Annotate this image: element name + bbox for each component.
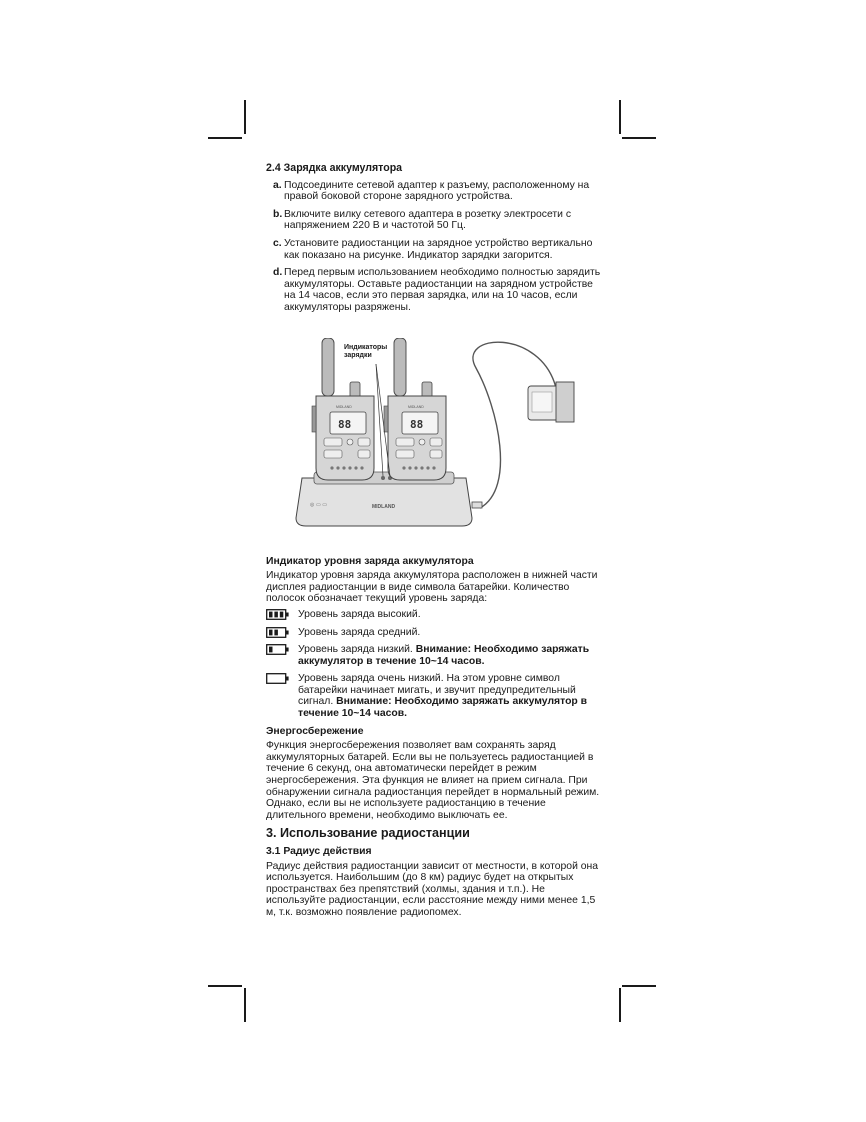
radio-left-brand: MIDLAND [336, 404, 352, 409]
charger-base [296, 472, 472, 526]
step-letter: a. [273, 179, 282, 191]
crop-mark-bottom-left-v [244, 988, 246, 1022]
battery-medium-icon [266, 627, 290, 638]
battery-level-item [266, 644, 606, 667]
battery-level-text: Уровень заряда высокий. [298, 608, 421, 620]
battery-level-warning: Внимание: Необходимо заряжать аккумулятор в течение 10~14 часов. [298, 644, 590, 667]
step-text: Установите радиостанции на зарядное устройство вертикально как показано на рисунке. Индикатор зарядки загорится. [284, 237, 593, 261]
cable-plug [472, 502, 482, 508]
step-text: Подсоедините сетевой адаптер к разъему, расположенному на правой боковой стороне зарядного устройства. [284, 179, 590, 203]
crop-mark-top-right-v [619, 100, 621, 134]
crop-mark-top-left-v [244, 100, 246, 134]
battery-indicator-intro: Индикатор уровня заряда аккумулятора расположен в нижней части дисплея радиостанции в виде символа батарейки. Количество полосок обозначает текущий уровень заряда: [266, 570, 598, 605]
charging-steps [266, 180, 606, 314]
battery-level-text: Уровень заряда низкий. [298, 644, 413, 656]
manual-page [266, 163, 606, 923]
step-text: Перед первым использованием необходимо полностью зарядить аккумуляторы. Оставьте радиостанции на зарядном устройстве на 14 часов, если это первая зарядка, или на 10 часов, если аккумуляторы разряжены. [284, 267, 601, 313]
chapter-title: 3. Использование радиостанции [266, 826, 470, 841]
step-letter: d. [273, 267, 283, 279]
crop-mark-bottom-left-h [208, 985, 242, 987]
adapter-cable [473, 342, 556, 508]
section-title-charging: 2.4 Зарядка аккумулятора [266, 162, 403, 174]
battery-empty-icon [266, 673, 290, 684]
crop-mark-bottom-right-h [622, 985, 656, 987]
crop-mark-bottom-right-v [619, 988, 621, 1022]
charger-drawing [266, 338, 606, 538]
battery-indicator-title: Индикатор уровня заряда аккумулятора [266, 555, 474, 567]
range-subtitle: 3.1 Радиус действия [266, 846, 372, 857]
charging-step [266, 267, 606, 313]
step-text: Включите вилку сетевого адаптера в розетку электросети с напряжением 220 В и частотой 50 Гц. [284, 208, 572, 232]
charging-step [266, 180, 606, 203]
radio-left-display: 88 [338, 417, 352, 431]
battery-level-text: Уровень заряда очень низкий. На этом уровне символ батарейки начинает мигать, и звучит предупредительный сигнал. [298, 673, 576, 708]
step-letter: c. [273, 237, 282, 249]
battery-low-icon [266, 644, 290, 655]
battery-level-text: Уровень заряда средний. [298, 626, 421, 638]
crop-mark-top-right-h [622, 137, 656, 139]
battery-level-item [266, 609, 606, 621]
wall-adapter [528, 382, 574, 422]
radio-right-display: 88 [410, 417, 424, 431]
charging-step [266, 209, 606, 232]
led-leader-line [376, 364, 383, 476]
radio-right-brand: MIDLAND [408, 404, 424, 409]
step-letter: b. [273, 208, 283, 220]
crop-mark-top-left-h [208, 137, 242, 139]
range-text: Радиус действия радиостанции зависит от местности, в которой она используется. Наибольшим (до 8 км) радиус будет на открытых пространствах без препятствий (холмы, здания и т.п.). Не используйте радиостанции, если расстояние между ними менее 1,5 м, т.к. возможно появление радиопомех. [266, 860, 599, 918]
base-brand-mark: MIDLAND [372, 503, 396, 510]
battery-full-icon [266, 609, 290, 620]
charge-indicator-label: Индикаторы зарядки [344, 343, 388, 359]
charging-step [266, 238, 606, 261]
charger-illustration [266, 338, 606, 538]
battery-level-warning: Внимание: Необходимо заряжать аккумулятор в течение 10~14 часов. [298, 696, 588, 720]
power-saving-title: Энергосбережение [266, 725, 364, 737]
battery-level-item [266, 673, 606, 719]
power-saving-text: Функция энергосбережения позволяет вам сохранять заряд аккумуляторных батарей. Если вы не пользуетесь радиостанцией в течение 6 секунд, она автоматически перейдет в режим энергосбережения. Эта функция не влияет на прием сигнала. При обнаружении сигнала радиостанция перейдет в нормальный режим. Однако, если вы не используете радиостанцию в течение длительного времени, необходимо выключать ее. [266, 740, 600, 821]
svg-text:◎ ▭ ▭: ◎ ▭ ▭ [310, 501, 327, 508]
battery-level-item [266, 627, 606, 639]
